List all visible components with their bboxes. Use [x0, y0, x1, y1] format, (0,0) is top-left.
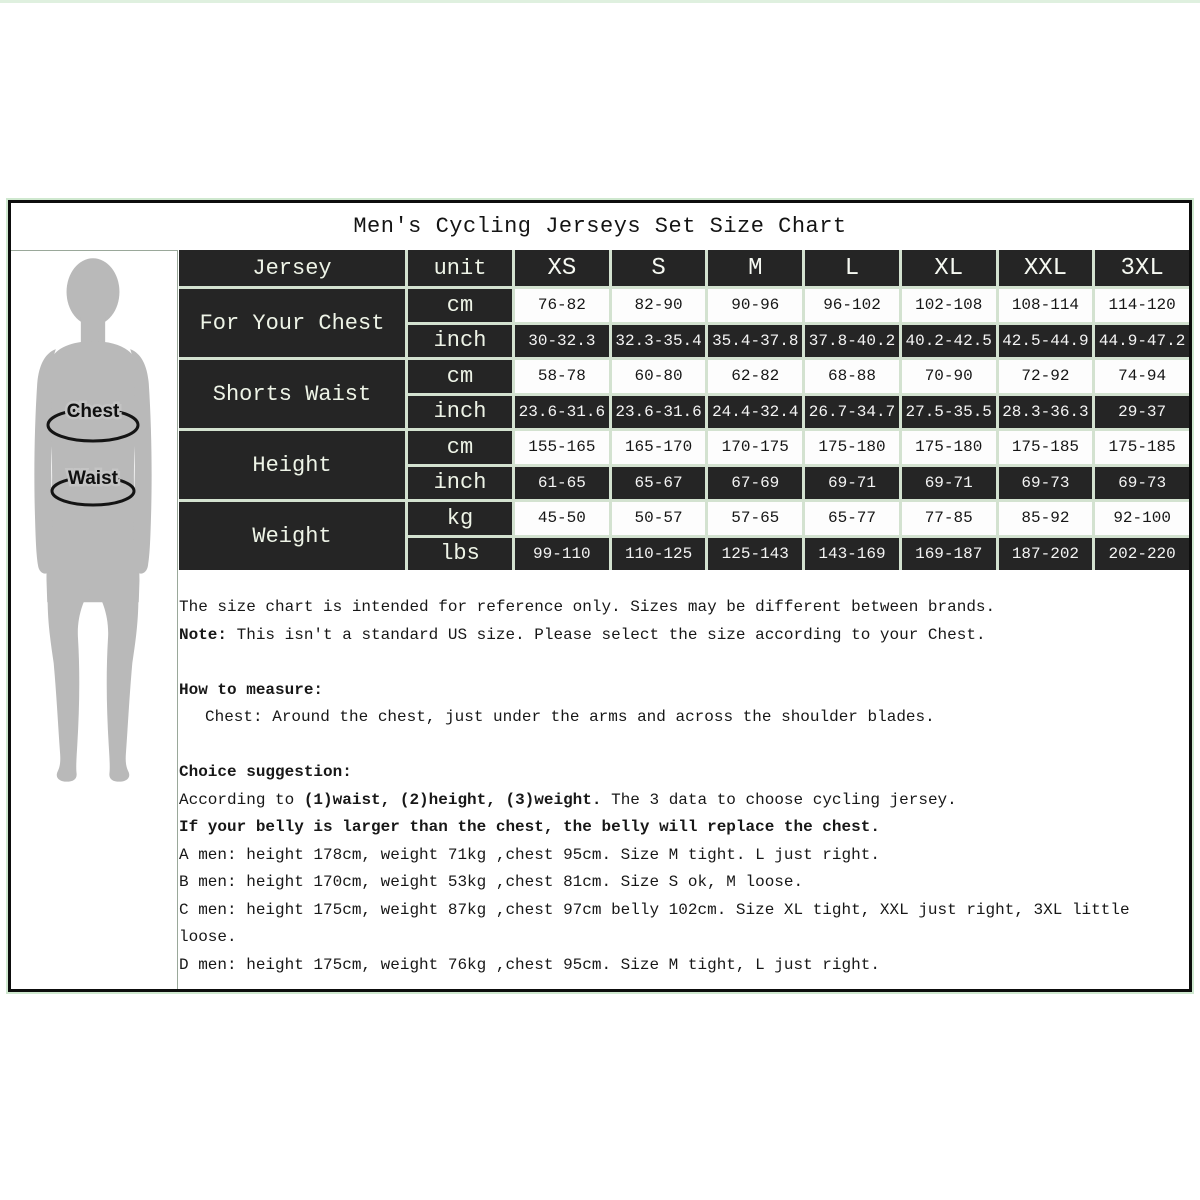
data-cell: 74-94: [1095, 360, 1189, 393]
data-cell: 187-202: [999, 538, 1093, 571]
data-cell: 70-90: [902, 360, 996, 393]
how-to-measure-title: How to measure:: [179, 680, 324, 699]
data-cell: 27.5-35.5: [902, 396, 996, 429]
unit-label: kg: [408, 502, 512, 535]
data-cell: 30-32.3: [515, 325, 609, 358]
data-cell: 99-110: [515, 538, 609, 571]
according-pre: According to: [179, 790, 304, 809]
data-cell: 175-180: [902, 431, 996, 464]
chest-label: Chest: [66, 401, 120, 422]
note-label: Note:: [179, 625, 228, 644]
spacer: [179, 649, 1169, 677]
data-cell: 45-50: [515, 502, 609, 535]
data-cell: 60-80: [612, 360, 706, 393]
data-cell: 69-71: [805, 467, 899, 500]
row-label-chest: For Your Chest: [179, 289, 405, 357]
according-post: The 3 data to choose cycling jersey.: [601, 790, 957, 809]
row-label-waist: Shorts Waist: [179, 360, 405, 428]
data-cell: 29-37: [1095, 396, 1189, 429]
data-cell: 175-185: [999, 431, 1093, 464]
waist-label: Waist: [68, 468, 118, 489]
data-cell: 155-165: [515, 431, 609, 464]
human-silhouette-shape: [34, 258, 151, 781]
row-label-weight: Weight: [179, 502, 405, 570]
data-cell: 72-92: [999, 360, 1093, 393]
unit-label: cm: [408, 289, 512, 322]
size-header-xxl: XXL: [999, 250, 1093, 286]
data-cell: 23.6-31.6: [515, 396, 609, 429]
note-text: This isn't a standard US size. Please select the size according to your Chest.: [227, 625, 986, 644]
size-header-xl: XL: [902, 250, 996, 286]
data-cell: 26.7-34.7: [805, 396, 899, 429]
size-table: [179, 250, 1189, 570]
unit-label: lbs: [408, 538, 512, 571]
row-label-height: Height: [179, 431, 405, 499]
data-cell: 24.4-32.4: [708, 396, 802, 429]
data-cell: 175-180: [805, 431, 899, 464]
data-cell: 32.3-35.4: [612, 325, 706, 358]
example-men-d: D men: height 175cm, weight 76kg ,chest 95cm. Size M tight, L just right.: [179, 955, 880, 974]
data-cell: 165-170: [612, 431, 706, 464]
data-cell: 42.5-44.9: [999, 325, 1093, 358]
data-cell: 85-92: [999, 502, 1093, 535]
data-cell: 58-78: [515, 360, 609, 393]
choice-suggestion-title: Choice suggestion:: [179, 763, 352, 781]
unit-label: inch: [408, 396, 512, 429]
page-top-green-strip: [0, 0, 1200, 3]
data-cell: 57-65: [708, 502, 802, 535]
size-header-s: S: [612, 250, 706, 286]
data-cell: 96-102: [805, 289, 899, 322]
data-cell: 37.8-40.2: [805, 325, 899, 358]
data-cell: 92-100: [1095, 502, 1189, 535]
data-cell: 69-73: [999, 467, 1093, 500]
unit-header-cell: unit: [408, 250, 512, 286]
unit-label: inch: [408, 467, 512, 500]
according-line: [179, 787, 1169, 815]
data-cell: 67-69: [708, 467, 802, 500]
example-men-a: A men: height 178cm, weight 71kg ,chest 95cm. Size M tight. L just right.: [179, 845, 880, 864]
data-cell: 175-185: [1095, 431, 1189, 464]
size-header-l: L: [805, 250, 899, 286]
spacer: [179, 732, 1169, 760]
data-cell: 77-85: [902, 502, 996, 535]
data-cell: 125-143: [708, 538, 802, 571]
data-cell: 110-125: [612, 538, 706, 571]
unit-label: cm: [408, 360, 512, 393]
size-header-xs: XS: [515, 250, 609, 286]
data-cell: 90-96: [708, 289, 802, 322]
example-men-b: B men: height 170cm, weight 53kg ,chest 81cm. Size S ok, M loose.: [179, 873, 804, 891]
human-silhouette-figure: [13, 251, 174, 990]
data-cell: 68-88: [805, 360, 899, 393]
note-reference-line: The size chart is intended for reference only. Sizes may be different between brands.: [179, 598, 996, 616]
data-cell: 102-108: [902, 289, 996, 322]
chart-title: Men's Cycling Jerseys Set Size Chart: [353, 214, 847, 239]
measurement-figure-panel: [11, 250, 178, 989]
according-bold: (1)waist, (2)height, (3)weight.: [303, 790, 602, 809]
example-men-c: C men: height 175cm, weight 87kg ,chest 97cm belly 102cm. Size XL tight, XXL just right, 3XL little loose.: [179, 900, 1130, 946]
table-corner-cell: Jersey: [179, 250, 405, 286]
data-cell: 170-175: [708, 431, 802, 464]
data-cell: 69-71: [902, 467, 996, 500]
data-cell: 65-77: [805, 502, 899, 535]
data-cell: 82-90: [612, 289, 706, 322]
belly-rule-line: If your belly is larger than the chest, the belly will replace the chest.: [179, 818, 880, 836]
data-cell: 76-82: [515, 289, 609, 322]
data-cell: 35.4-37.8: [708, 325, 802, 358]
how-to-measure-chest: Chest: Around the chest, just under the arms and across the shoulder blades.: [205, 708, 935, 726]
note-us-size-line: [179, 622, 1169, 650]
data-cell: 169-187: [902, 538, 996, 571]
data-cell: 65-67: [612, 467, 706, 500]
size-header-3xl: 3XL: [1095, 250, 1189, 286]
unit-label: cm: [408, 431, 512, 464]
unit-label: inch: [408, 325, 512, 358]
data-cell: 202-220: [1095, 538, 1189, 571]
data-cell: 114-120: [1095, 289, 1189, 322]
data-cell: 28.3-36.3: [999, 396, 1093, 429]
data-cell: 108-114: [999, 289, 1093, 322]
data-cell: 62-82: [708, 360, 802, 393]
notes-section: [179, 594, 1169, 979]
data-cell: 44.9-47.2: [1095, 325, 1189, 358]
data-cell: 40.2-42.5: [902, 325, 996, 358]
size-header-m: M: [708, 250, 802, 286]
data-cell: 23.6-31.6: [612, 396, 706, 429]
size-chart-panel: [8, 200, 1192, 992]
data-cell: 143-169: [805, 538, 899, 571]
data-cell: 69-73: [1095, 467, 1189, 500]
data-cell: 61-65: [515, 467, 609, 500]
data-cell: 50-57: [612, 502, 706, 535]
